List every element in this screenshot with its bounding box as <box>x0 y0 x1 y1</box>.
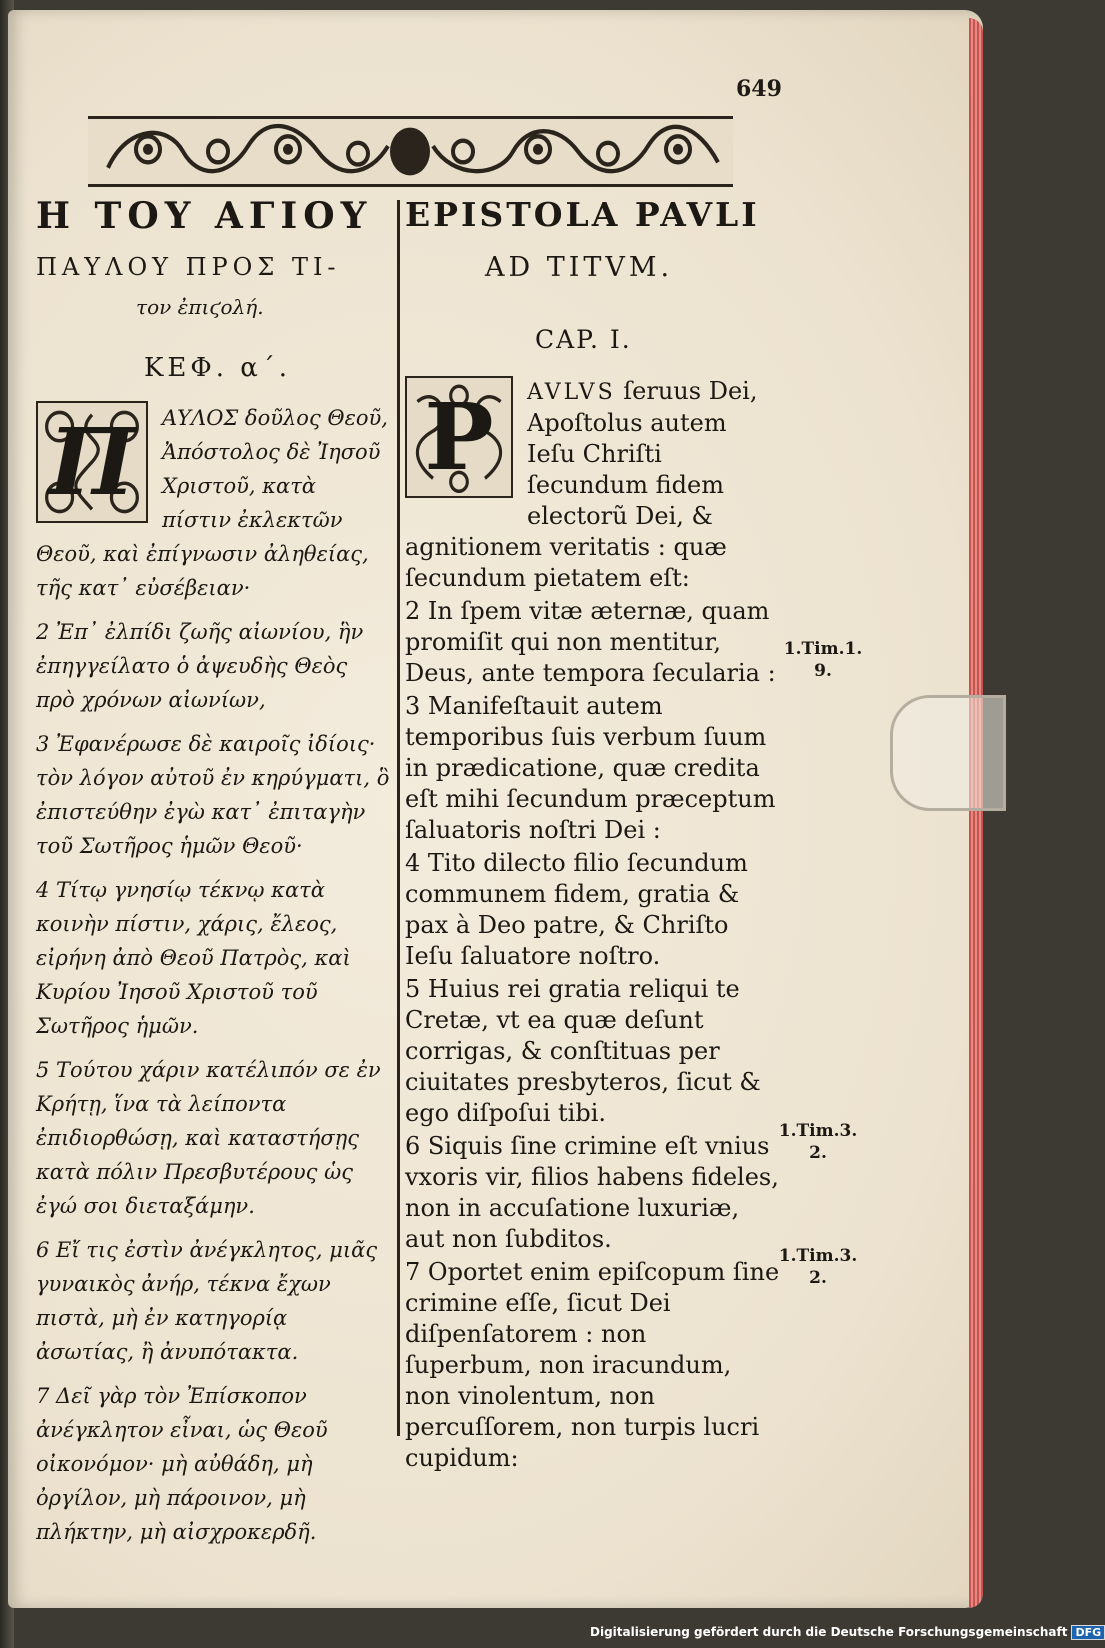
latin-verse-6: 6 Siquis ſine crimine eſt vnius vxoris vir, filios habens fideles, non in accuſatione luxuriæ, aut non ſubditos. <box>405 1132 779 1253</box>
latin-chapter-heading: CAP. I. <box>535 325 632 354</box>
margin-reference-3: 1.Tim.3. 2. <box>778 1246 858 1288</box>
latin-opening-caps: AVLVS <box>527 380 616 405</box>
latin-verse-2: 2 In ſpem vitæ æternæ, quam promiſit qui non mentitur, Deus, ante tempora ſecularia : <box>405 597 776 687</box>
latin-dropcap-letter: P <box>424 382 494 491</box>
page-clip <box>890 695 1006 811</box>
page-edge-red <box>969 18 983 1608</box>
footer-credit-text: Digitalisierung gefördert durch die Deutsche Forschungsgemeinschaft <box>590 1625 1068 1639</box>
latin-title-line1: EPISTOLA PAVLI <box>405 195 760 234</box>
greek-dropcap-letter: Π <box>48 408 136 516</box>
latin-verse-3: 3 Manifeſtauit autem temporibus ſuis verbum ſuum in prædicatione, quæ credita eſt mihi ſecundum præceptum ſaluatoris noſtri Dei : <box>405 692 776 844</box>
greek-title-line3: τον ἐπιϛολή. <box>136 295 264 319</box>
ornamental-headpiece <box>88 116 733 187</box>
greek-verse-2: 2 Ἐπ᾽ ἐλπίδι ζωῆς αἰωνίου, ἣν ἐπηγγείλατο ὁ ἀψευδὴς Θεὸς πρὸ χρόνων αἰωνίων, <box>36 620 364 712</box>
dfg-logo-badge: DFG <box>1071 1625 1105 1640</box>
margin-reference-2: 1.Tim.3. 2. <box>778 1121 858 1163</box>
greek-verse-4: 4 Τίτῳ γνησίῳ τέκνῳ κατὰ κοινὴν πίστιν, χάρις, ἔλεος, εἰρήνη ἀπὸ Θεοῦ Πατρὸς, καὶ Κυρίου Ἰησοῦ Χριστοῦ τοῦ Σωτῆρος ἡμῶν. <box>36 878 351 1038</box>
greek-verse-6: 6 Εἴ τις ἐστὶν ἀνέγκλητος, μιᾶς γυναικὸς ἀνήρ, τέκνα ἔχων πιστὰ, μὴ ἐν κατηγορίᾳ ἀσωτίας, ἢ ἀνυπότακτα. <box>36 1238 378 1364</box>
latin-verse-4: 4 Tito dilecto filio ſecundum communem fidem, gratia & pax à Deo patre, & Chriſto Ieſu ſaluatore noſtro. <box>405 849 748 970</box>
latin-column <box>405 195 780 1476</box>
greek-text-body <box>36 401 391 1549</box>
greek-column <box>36 195 391 1559</box>
greek-verse-5: 5 Τούτου χάριν κατέλιπόν σε ἐν Κρήτῃ, ἵνα τὰ λείποντα ἐπιδιορθώσῃ, καὶ καταστήσῃς κατὰ πόλιν Πρεσβυτέρους ὡς ἐγώ σοι διεταξάμην. <box>36 1058 381 1218</box>
greek-title-line1: Η ΤΟΥ ΑΓΙΟΥ <box>36 195 373 237</box>
latin-text-body <box>405 376 780 1474</box>
greek-dropcap-ornament <box>36 401 148 523</box>
column-divider <box>397 200 400 1436</box>
margin-reference-1: 1.Tim.1. 9. <box>783 639 863 681</box>
greek-title-line2: ΠΑΥΛΟΥ ΠΡΟΣ ΤΙ- <box>36 253 341 281</box>
digitization-footer <box>590 1623 1105 1641</box>
greek-chapter-heading: ΚΕΦ. α΄. <box>144 353 292 383</box>
greek-verse-7: 7 Δεῖ γὰρ τὸν Ἐπίσκοπον ἀνέγκλητον εἶναι, ὡς Θεοῦ οἰκονόμον· μὴ αὐθάδη, μὴ ὀργίλον, μὴ πάροινον, μὴ πλήκτην, μὴ αἰσχροκερδῆ. <box>36 1384 328 1544</box>
latin-dropcap-ornament <box>405 376 513 498</box>
greek-verse-3: 3 Ἐφανέρωσε δὲ καιροῖς ἰδίοις· τὸν λόγον αὐτοῦ ἐν κηρύγματι, ὃ ἐπιστεύθην ἐγὼ κατ᾽ ἐπιταγὴν τοῦ Σωτῆρος ἡμῶν Θεοῦ· <box>36 732 390 858</box>
page-number: 649 <box>736 76 782 102</box>
latin-verse-7: 7 Oportet enim epiſcopum ſine crimine eſſe, ſicut Dei diſpenſatorem : non ſuperbum, non iracundum, non vinolentum, non percuſſorem, non turpis lucri cupidum: <box>405 1258 780 1472</box>
latin-verse-1-text: ſeruus Dei, Apoſtolus autem Ieſu Chriſti ſecundum fidem electorũ Dei, & agnitionem veritatis : quæ ſecundum pietatem eſt: <box>405 377 758 592</box>
latin-verse-5: 5 Huius rei gratia reliqui te Cretæ, vt ea quæ deſunt corrigas, & conſtituas per ciuitates presbyteros, ſicut & ego diſpoſui tibi. <box>405 975 761 1127</box>
latin-title-line2: AD TITVM. <box>485 252 674 283</box>
greek-verse-1: ΑΥΛΟΣ δοῦλος Θεοῦ, Ἀπόστολος δὲ Ἰησοῦ Χριστοῦ, κατὰ πίστιν ἐκλεκτῶν Θεοῦ, καὶ ἐπίγνωσιν ἀληθείας, τῆς κατ᾽ εὐσέβειαν· <box>36 406 388 600</box>
